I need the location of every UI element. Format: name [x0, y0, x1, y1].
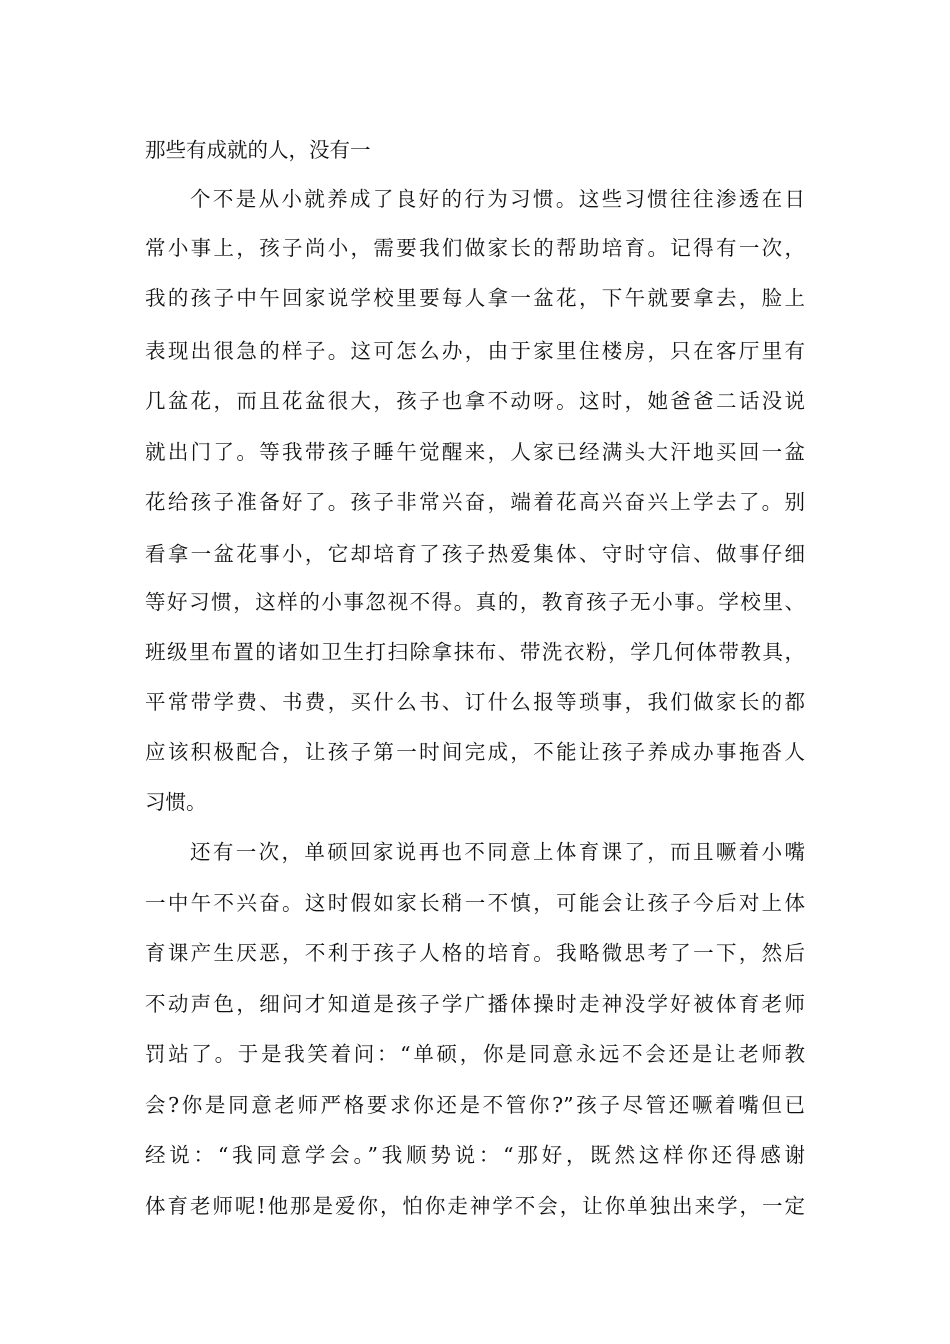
text-line-1: 那些有成就的人，没有一	[145, 138, 371, 162]
text-line-18: 不动声色，细问才知道是孩子学广播体操时走神没学好被体育老师	[145, 992, 805, 1016]
text-line-5: 表现出很急的样子。这可怎么办，由于家里住楼房，只在客厅里有	[145, 339, 805, 363]
text-line-16: 一中午不兴奋。这时假如家长稍一不慎，可能会让孩子今后对上体	[145, 891, 805, 915]
text-line-11: 班级里布置的诸如卫生打扫除拿抹布、带洗衣粉，学几何体带教具，	[145, 640, 805, 664]
text-line-14: 习惯。	[145, 790, 207, 814]
text-line-15: 还有一次，单硕回家说再也不同意上体育课了，而且噘着小嘴	[190, 840, 805, 864]
text-line-6: 几盆花，而且花盆很大，孩子也拿不动呀。这时，她爸爸二话没说	[145, 389, 805, 413]
text-line-20: 会?你是同意老师严格要求你还是不管你?”孩子尽管还噘着嘴但已	[145, 1093, 805, 1117]
text-line-2: 个不是从小就养成了良好的行为习惯。这些习惯往往渗透在日	[190, 187, 805, 211]
text-line-7: 就出门了。等我带孩子睡午觉醒来，人家已经满头大汗地买回一盆	[145, 440, 805, 464]
text-line-17: 育课产生厌恶，不利于孩子人格的培育。我略微思考了一下，然后	[145, 941, 805, 965]
text-line-9: 看拿一盆花事小，它却培育了孩子热爱集体、守时守信、做事仔细	[145, 542, 805, 566]
text-line-12: 平常带学费、书费，买什么书、订什么报等琐事，我们做家长的都	[145, 690, 805, 714]
text-line-8: 花给孩子准备好了。孩子非常兴奋，端着花高兴奋兴上学去了。别	[145, 490, 805, 514]
text-line-10: 等好习惯，这样的小事忽视不得。真的，教育孩子无小事。学校里、	[145, 590, 805, 614]
text-line-4: 我的孩子中午回家说学校里要每人拿一盆花，下午就要拿去，脸上	[145, 286, 805, 310]
text-line-22: 体育老师呢!他那是爱你，怕你走神学不会，让你单独出来学，一定	[145, 1194, 805, 1218]
text-line-13: 应该积极配合，让孩子第一时间完成，不能让孩子养成办事拖沓人	[145, 740, 805, 764]
text-line-21: 经说：“我同意学会。”我顺势说：“那好，既然这样你还得感谢	[145, 1143, 805, 1167]
text-line-3: 常小事上，孩子尚小，需要我们做家长的帮助培育。记得有一次，	[145, 236, 805, 260]
text-line-19: 罚站了。于是我笑着问：“单硕，你是同意永远不会还是让老师教	[145, 1042, 805, 1066]
